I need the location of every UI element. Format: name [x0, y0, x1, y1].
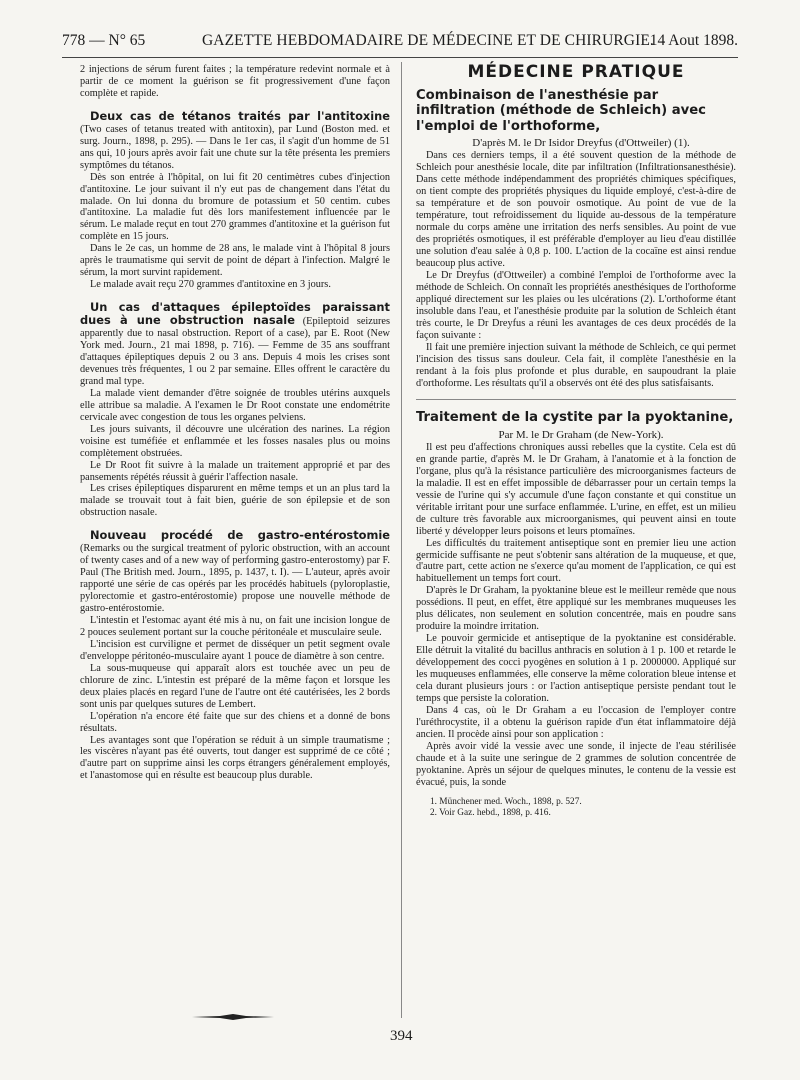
paragraph: Les difficultés du traitement antiseptique sont en premier lieu une action germicide suffisante ne peut s'obtenir sans altération de la muqueuse, et que, d'autre part, cette action ne s'exerce qu'au moment de l'application, ce qui est habituellement un temps fort court.: [416, 537, 736, 585]
header-rule: [62, 57, 738, 58]
paragraph: L'incision est curviligne et permet de disséquer un petit segment ovale d'enveloppe péritonéo-musculaire ayant 1 pouce de diamètre à son centre.: [80, 638, 390, 662]
section-heading: MÉDECINE PRATIQUE: [467, 62, 685, 82]
running-header: [62, 28, 738, 52]
page-number: 394: [390, 1028, 413, 1044]
article-title: Deux cas de tétanos traités par l'antitoxine: [90, 108, 390, 123]
article-tetanos: [80, 108, 390, 291]
article-title: Traitement de la cystite par la pyoktanine,: [416, 410, 734, 426]
article-lead: (Two cases of tetanus treated with antitoxin), par Lund (Boston med. et surg. Journ., 1898, p. 295). — Dans le 1er cas, il s'agit d'un homme de 51 ans qui, 10 jours après avoir fait une chute sur la tête présenta les premiers symptômes du tétanos.: [80, 123, 390, 171]
right-column: [416, 64, 736, 819]
paragraph: Il fait une première injection suivant la méthode de Schleich, ce qui permet l'incision des tissus sans douleur. Cela fait, il complète l'anesthésie en la rendant à la fois plus profonde et plus durable, en saupoudrant la plaie d'orthoforme. Les résultats qu'il a observés ont été des plus satisfaisants.: [416, 341, 736, 389]
paragraph: Dans 4 cas, où le Dr Graham a eu l'occasion de l'employer contre l'uréthrocystite, il a obtenu la guérison rapide d'un état inflammatoire déjà ancien. Il procède ainsi pour son application :: [416, 704, 736, 740]
header-page-issue: 778 — N° 65: [62, 32, 146, 49]
intro-paragraph: 2 injections de sérum furent faites ; la température redevint normale et à partir de ce moment la guérison se fit progressivement d'une façon complète et rapide.: [80, 64, 390, 99]
paragraph: Les crises épileptiques disparurent en même temps et un an plus tard la malade se trouvait tout à fait bien, guérie de son épilepsie et de son obstruction nasale.: [80, 483, 390, 519]
paragraph: Le malade avait reçu 270 grammes d'antitoxine en 3 jours.: [90, 279, 331, 291]
article-title: Nouveau procédé de gastro-entérostomie: [90, 528, 390, 543]
paragraph: La sous-muqueuse qui apparaît alors est touchée avec un peu de chlorure de zinc. L'intestin est préparé de la même façon et lorsque les deux plaies placés en regard l'une de l'autre ont été cautérisées, les 2 bords sont unis par quelques sutures de Lembert.: [80, 662, 390, 710]
paragraph: Dans ces derniers temps, il a été souvent question de la méthode de Schleich pour anesthésie locale, dite par infiltration (Infiltrationsanesthésie). Dans cette méthode indépendamment des propriétés chimiques spécifiques, on tient compte des propriétés physiques du liquide employé, c'est-à-dire de sa température et de son pouvoir osmotique. Au point de vue de la température, tout refroidissement du liquide au-dessous de la température normale du corps amène une irritation des nerfs sensibles. Au point de vue des propriétés osmotiques, il est préférable d'employer au lieu d'eau distillée une solution d'eau salée à 0,8 p. 100. L'action de la cocaïne est ainsi rendue beaucoup plus active.: [416, 150, 736, 269]
paragraph: Les avantages sont que l'opération se réduit à un simple traumatisme ; les viscères n'ayant pas été ouverts, tout danger est supprimé de ce côté ; d'autre part on supprime ainsi les corps étrangers généralement employés, et l'anastomose qui en résulte est beaucoup plus durable.: [80, 734, 390, 782]
end-ornament-icon: [190, 1012, 276, 1022]
footnote: 1. Münchener med. Woch., 1898, p. 527.: [430, 796, 582, 807]
article-orthoforme: [416, 88, 736, 390]
column-divider: [401, 62, 402, 1018]
paragraph: D'après le Dr Graham, la pyoktanine bleue est le meilleur remède que nous possédions. Il peut, en effet, être appliqué sur les membranes muqueuses les plus délicates, non seulement en solution concentrée, mais en poudre sans produire la moindre irritation.: [416, 585, 736, 633]
paragraph: Après avoir vidé la vessie avec une sonde, il injecte de l'eau stérilisée chaude et à la suite une seringue de 2 grammes de solution concentrée de pyoktanine. Après un séjour de quelques minutes, le contenu de la vessie est évacué, puis, la sonde: [416, 740, 736, 788]
footnotes: [416, 797, 736, 819]
article-title: Combinaison de l'anesthésie par infiltration (méthode de Schleich) avec l'emploi de l'orthoforme,: [416, 87, 706, 134]
left-column: [80, 64, 390, 782]
article-epilepsie: [80, 302, 390, 519]
paragraph: Il est peu d'affections chroniques aussi rebelles que la cystite. Cela est dû en grande partie, d'après M. le Dr Graham, à l'anatomie et à la fonction de l'organe, plus qu'à la résistance particulière des microorganismes facteurs de la maladie. Il est en effet impossible de débarrasser pour un certain temps la vessie de l'urine qui s'y accumule d'une façon constante et qui constitue un véritable irritant pour une surface enflammée. L'urine, en effet, est un milieu de culture très favorable aux microorganismes, qui peuvent ainsi en toute liberté y développer leurs poisons et leurs ptomaïnes.: [416, 441, 736, 537]
paragraph: L'intestin et l'estomac ayant été mis à nu, on fait une incision longue de 2 pouces seulement portant sur la couche péritonéale et musculaire seule.: [80, 614, 390, 638]
paragraph: Le Dr Root fit suivre à la malade un traitement approprié et par des pansements répétés réussit à guérir l'affection nasale.: [80, 459, 390, 483]
paragraph: Les jours suivants, il découvre une ulcération des narines. La région voisine est tuméfiée et enflammée et les fosses nasales plus ou moins complètement obstruées.: [80, 423, 390, 459]
footnote: 2. Voir Gaz. hebd., 1898, p. 416.: [430, 807, 551, 818]
paragraph: Dans le 2e cas, un homme de 28 ans, le malade vint à l'hôpital 8 jours après le traumatisme qui servit de point de départ à l'infection. Malgré le sérum, la mort survint rapidement.: [80, 243, 390, 279]
article-lead: (Remarks ou the surgical treatment of pyloric obstruction, with an account of twenty cases and of a new way of performing gastro-enterostomy) par F. Paul (The British med. Journ., 1895, p. 1437, t. I). — L'auteur, après avoir rapporté une série de cas opérés par les procédés habituels (pyloroplastie, pylorectomie et gastro-entérostomie) propose une nouvelle méthode de gastro-entérostomie.: [80, 543, 390, 615]
article-pyoktanine: [416, 410, 736, 788]
paragraph: L'opération n'a encore été faite que sur des chiens et a donné de bons résultats.: [80, 710, 390, 734]
header-date: 14 Aout 1898.: [649, 32, 738, 49]
article-separator: [416, 399, 736, 400]
header-journal-title: GAZETTE HEBDOMADAIRE DE MÉDECINE ET DE CHIRURGIE.: [202, 32, 654, 49]
article-gastro-enterostomie: [80, 530, 390, 782]
paragraph: Le pouvoir germicide et antiseptique de la pyoktanine est considérable. Elle détruit la vitalité du bacillus anthracis en solution à 1 p. 100 et retarde le développement des cocci pyogènes en solution à 1 p. 2000000. Appliqué sur les muqueuses enflammées, elle conserve la même coloration bleue intense et cela durant plusieurs jours : or l'action antiseptique persiste pendant tout le temps que persiste la coloration.: [416, 633, 736, 704]
paragraph: Dès son entrée à l'hôpital, on lui fit 20 centimètres cubes d'injection d'antitoxine. Le jour suivant il n'y eut pas de changement dans l'état du malade. On lui donna du bromure de potassium et 50 centim. cubes d'antitoxine. La maladie fut dès lors manifestement influencée par le sérum. Le malade reçut en tout 270 grammes d'antitoxine et la guérison fut complète en 15 jours.: [80, 171, 390, 243]
paragraph: La malade vient demander d'être soignée de troubles utérins auxquels elle attribue sa maladie. A l'examen le Dr Root constate une endométrite cervicale avec congestion de tous les organes pelviens.: [80, 387, 390, 423]
paragraph: Le Dr Dreyfus (d'Ottweiler) a combiné l'emploi de l'orthoforme avec la méthode de Schleich. On connaît les propriétés anesthésiques de l'orthoforme appliqué directement sur les plaies ou les ulcérations (2). L'orthoforme étant insoluble dans l'eau, et l'anesthésie produite par la solution de Schleich étant très courte, le Dr Dreyfus a réuni les avantages de ces deux procédés de la façon suivante :: [416, 269, 736, 341]
article-byline: Par M. le Dr Graham (de New-York).: [498, 428, 664, 441]
article-byline: D'après M. le Dr Isidor Dreyfus (d'Ottweiler) (1).: [472, 137, 690, 150]
article-lead: (Epileptoid seizures apparently due to nasal obstruction. Report of a case), par E. Root (New York med. Journ., 21 mai 1898, p. 716). — Femme de 35 ans souffrant d'attaques épileptiques depuis 2 ou 3 ans. Depuis 4 mois les crises sont devenues très fréquentes, 1 ou 2 par semaine. Elles offrent le caractère du grand mal type.: [80, 316, 391, 387]
article-title: Un cas d'attaques épileptoïdes paraissant dues à une obstruction nasale: [80, 300, 390, 328]
